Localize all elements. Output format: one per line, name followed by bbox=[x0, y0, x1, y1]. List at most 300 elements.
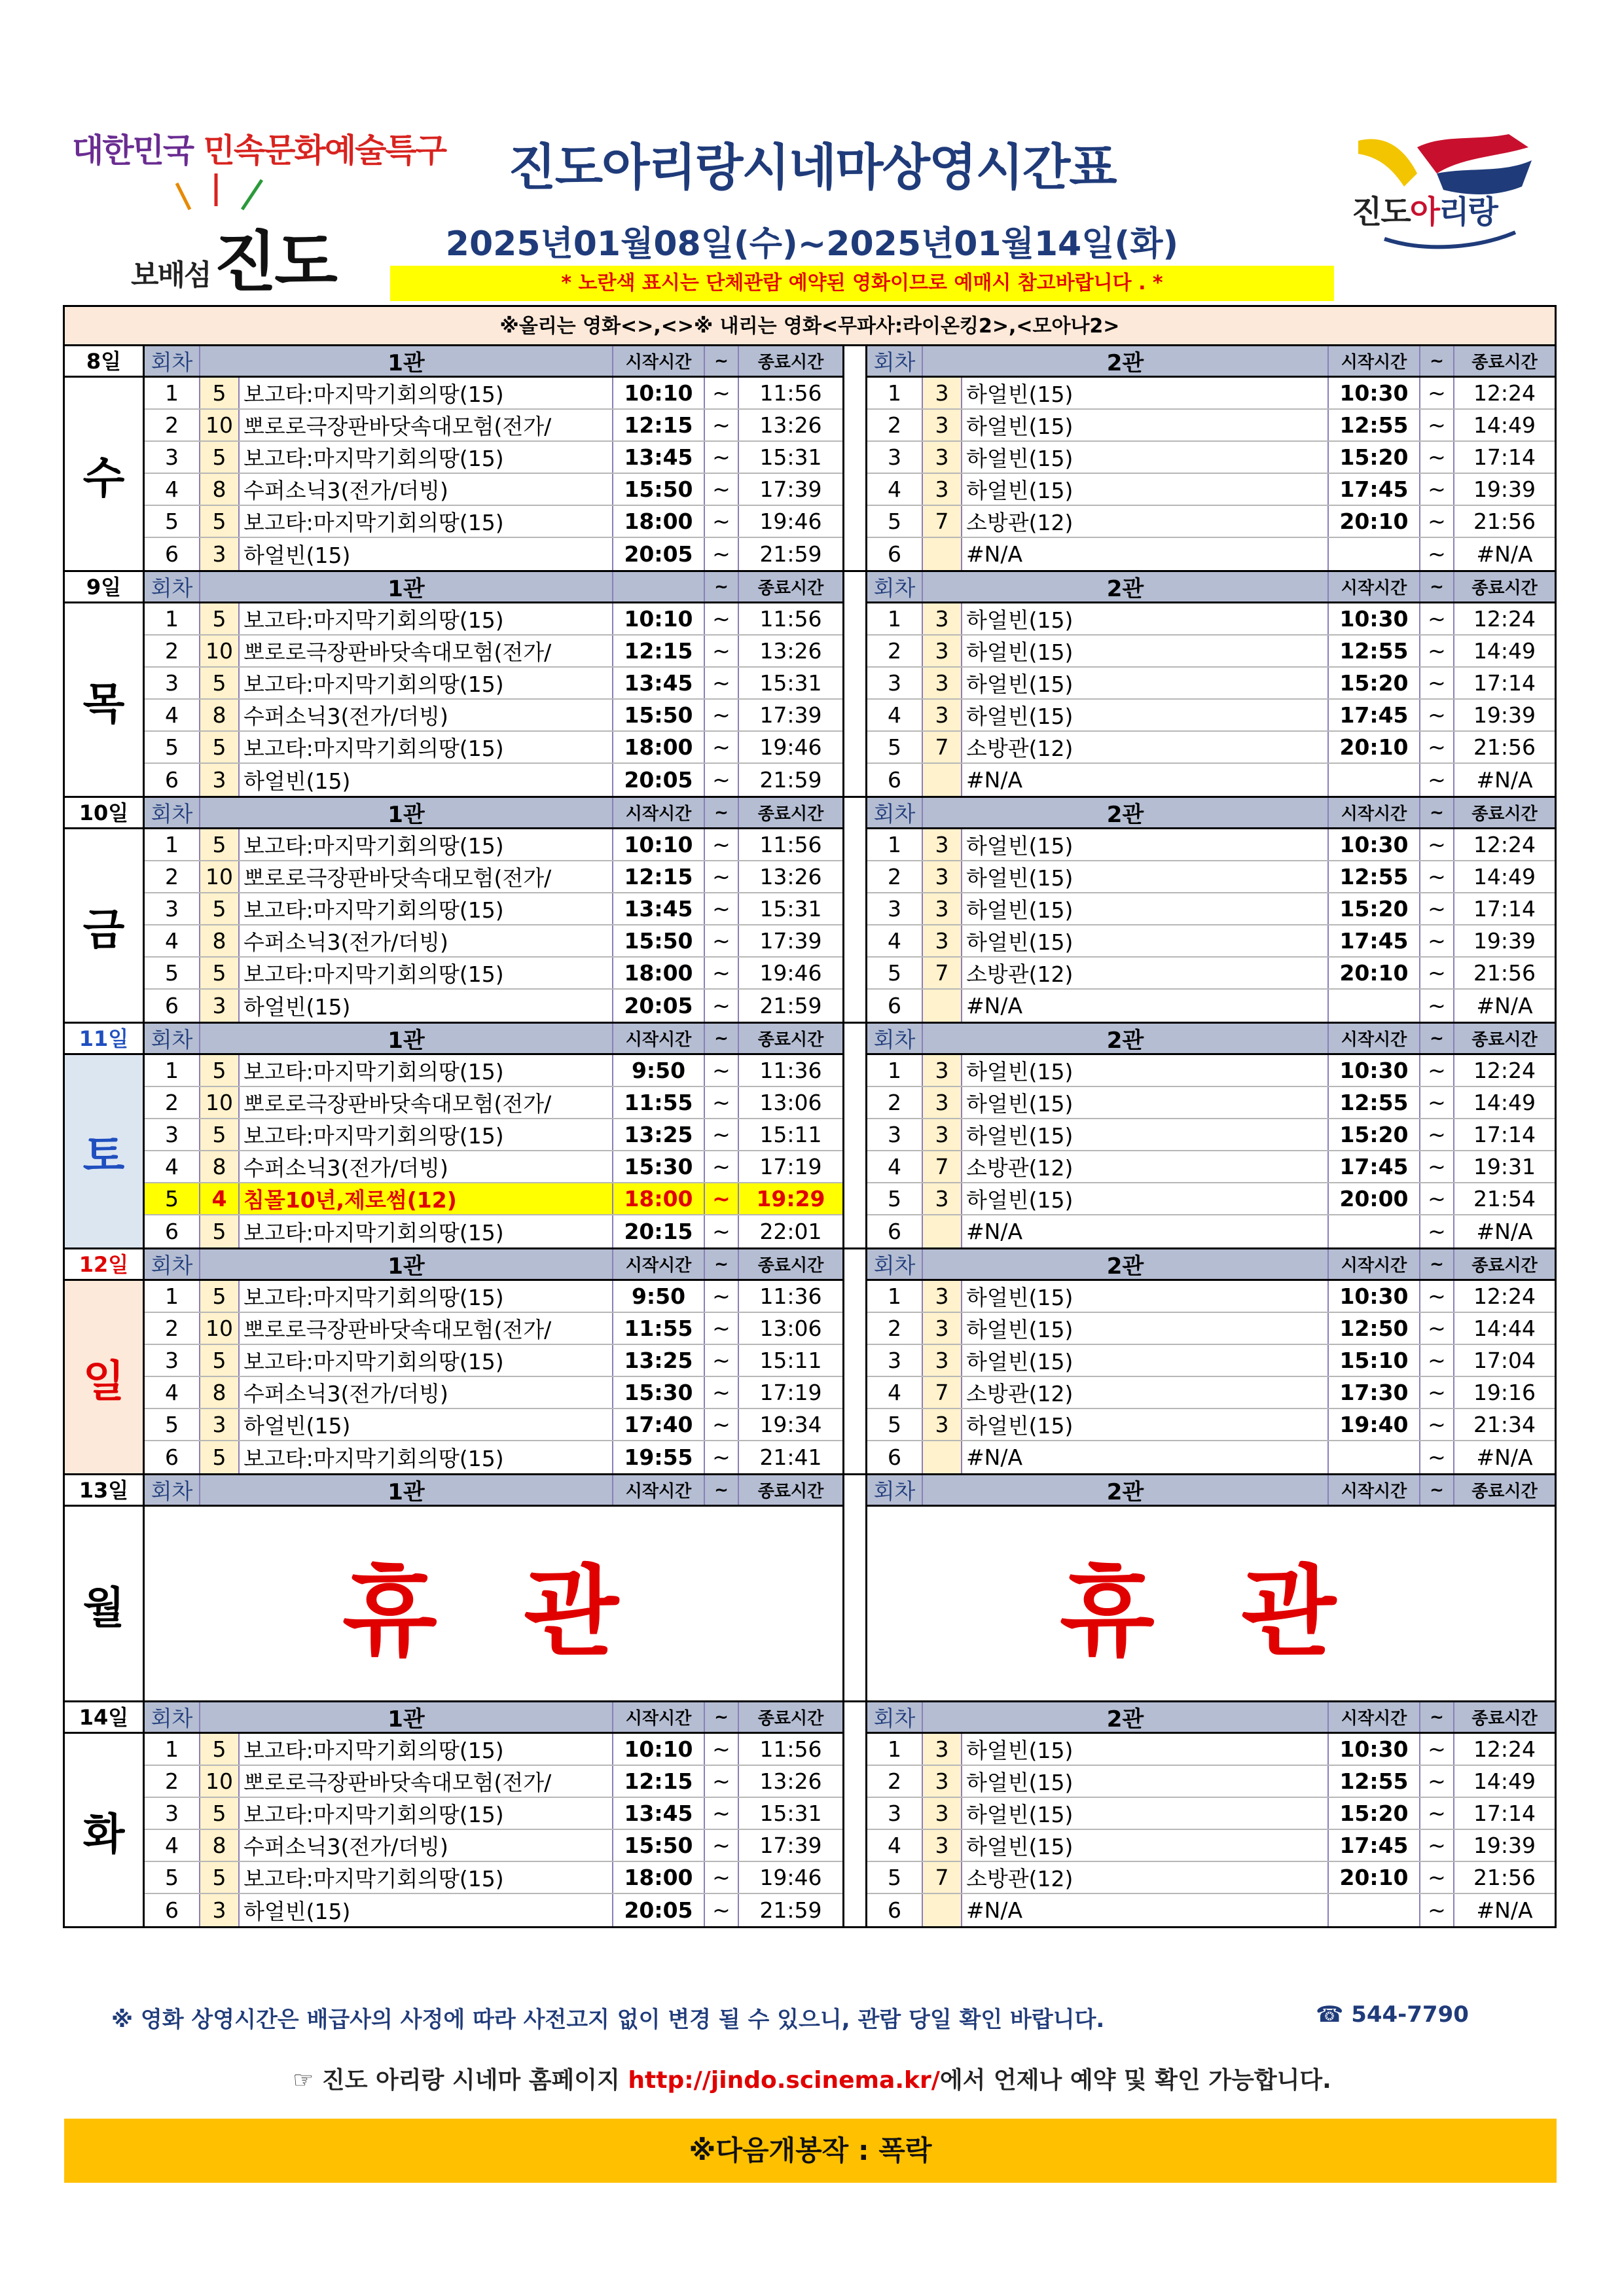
round-number: 5 bbox=[145, 958, 200, 988]
start-time: 17:45 bbox=[1329, 700, 1420, 730]
hall-header-row bbox=[867, 572, 1555, 603]
showtime-row bbox=[867, 990, 1555, 1022]
showtime-row bbox=[867, 668, 1555, 700]
hall-2 bbox=[867, 1475, 1555, 1700]
end-time: #N/A bbox=[1476, 767, 1533, 793]
tilde: ~ bbox=[1420, 1055, 1454, 1086]
end-time: 19:46 bbox=[759, 1865, 822, 1890]
tilde: ~ bbox=[1420, 668, 1454, 698]
tilde: ~ bbox=[705, 732, 739, 762]
week-count bbox=[923, 990, 962, 1022]
showtime-row bbox=[867, 829, 1555, 861]
homepage-suffix: 에서 언제나 예약 및 확인 가능합니다. bbox=[939, 2067, 1331, 2094]
round-number: 4 bbox=[867, 1830, 923, 1861]
start-time-header: 시작시간 bbox=[613, 1475, 705, 1505]
movie-title: 보고타:마지막기회의땅(15) bbox=[240, 1798, 613, 1829]
end-time: 13:26 bbox=[759, 638, 822, 664]
showtime-row bbox=[867, 1055, 1555, 1087]
round-number: 3 bbox=[867, 1345, 923, 1376]
day-date-label: 14일 bbox=[65, 1702, 143, 1734]
round-number: 6 bbox=[145, 1215, 200, 1247]
day-block bbox=[65, 346, 1555, 572]
showtime-row bbox=[867, 1183, 1555, 1215]
week-count: 3 bbox=[923, 442, 962, 473]
movie-title: 하얼빈(15) bbox=[962, 474, 1329, 505]
end-time: 21:59 bbox=[759, 541, 822, 567]
start-time: 17:30 bbox=[1329, 1377, 1420, 1408]
round-number: 2 bbox=[867, 410, 923, 440]
start-time: 17:45 bbox=[1329, 925, 1420, 956]
movie-title: #N/A bbox=[962, 1441, 1329, 1473]
round-number: 5 bbox=[145, 506, 200, 537]
week-count: 3 bbox=[923, 636, 962, 666]
logo-text-special-zone: 민속문화예술특구 bbox=[203, 132, 446, 170]
end-time: 12:24 bbox=[1473, 1736, 1536, 1762]
start-time: 13:45 bbox=[613, 442, 705, 473]
showtime-row bbox=[145, 1862, 842, 1894]
end-time: 17:39 bbox=[759, 1833, 822, 1858]
hall-separator bbox=[842, 1475, 867, 1700]
start-time: 12:15 bbox=[613, 861, 705, 892]
start-time: 13:25 bbox=[613, 1119, 705, 1150]
end-time: #N/A bbox=[1476, 1897, 1533, 1923]
hall-1 bbox=[145, 1702, 842, 1926]
round-number: 3 bbox=[867, 893, 923, 924]
round-number: 6 bbox=[867, 764, 923, 796]
tilde-header: ~ bbox=[1420, 1475, 1454, 1505]
round-number: 6 bbox=[867, 990, 923, 1022]
hall-name: 2관 bbox=[923, 1475, 1329, 1505]
end-time-header: 종료시간 bbox=[757, 804, 824, 824]
showtime-row bbox=[145, 538, 842, 570]
week-count: 3 bbox=[923, 1830, 962, 1861]
round-number: 4 bbox=[867, 925, 923, 956]
end-time-header: 종료시간 bbox=[757, 1030, 824, 1050]
end-time: 14:49 bbox=[1473, 864, 1536, 889]
end-time: 15:31 bbox=[759, 896, 822, 922]
end-time: 12:24 bbox=[1473, 606, 1536, 632]
tilde: ~ bbox=[1420, 1409, 1454, 1440]
end-time-header: 종료시간 bbox=[1471, 1030, 1538, 1050]
start-time: 12:15 bbox=[613, 410, 705, 440]
tilde-header: ~ bbox=[705, 1702, 739, 1732]
week-count: 3 bbox=[923, 1055, 962, 1086]
showtime-row bbox=[145, 990, 842, 1022]
round-number: 3 bbox=[145, 442, 200, 473]
homepage-link[interactable]: http://jindo.scinema.kr/ bbox=[628, 2067, 940, 2094]
movie-title: 보고타:마지막기회의땅(15) bbox=[240, 1119, 613, 1150]
logo-text-korea: 대한민국 bbox=[72, 132, 194, 170]
start-time: 18:00 bbox=[613, 958, 705, 988]
start-time: 20:10 bbox=[1329, 1862, 1420, 1893]
round-number: 6 bbox=[867, 1215, 923, 1247]
logo-right bbox=[1345, 128, 1542, 265]
tilde-header: ~ bbox=[1420, 346, 1454, 376]
tilde-header: ~ bbox=[1420, 1024, 1454, 1053]
start-time-header bbox=[613, 572, 705, 601]
week-count: 10 bbox=[200, 636, 240, 666]
start-time-header: 시작시간 bbox=[1329, 572, 1420, 601]
start-time-header: 시작시간 bbox=[1329, 798, 1420, 827]
showtime-row bbox=[867, 1830, 1555, 1862]
tilde: ~ bbox=[1420, 1798, 1454, 1829]
week-count: 3 bbox=[923, 1119, 962, 1150]
logo-right-text bbox=[1352, 187, 1497, 232]
movie-title: 하얼빈(15) bbox=[962, 1345, 1329, 1376]
showtime-row bbox=[145, 861, 842, 893]
movie-title: 보고타:마지막기회의땅(15) bbox=[240, 732, 613, 762]
hall-2 bbox=[867, 1249, 1555, 1473]
movie-title: 수퍼소닉3(전가/더빙) bbox=[240, 1830, 613, 1861]
week-count: 3 bbox=[923, 829, 962, 860]
hall-header-row bbox=[867, 1475, 1555, 1507]
tilde: ~ bbox=[1420, 636, 1454, 666]
tilde: ~ bbox=[1420, 474, 1454, 505]
showtime-row bbox=[145, 1087, 842, 1119]
end-time: 21:56 bbox=[1473, 509, 1536, 534]
round-number: 1 bbox=[145, 1055, 200, 1086]
end-time: 11:56 bbox=[759, 380, 822, 406]
round-number: 5 bbox=[145, 732, 200, 762]
hall-name: 2관 bbox=[923, 346, 1329, 376]
round-number: 4 bbox=[867, 1377, 923, 1408]
end-time: #N/A bbox=[1476, 1219, 1533, 1244]
round-number: 1 bbox=[867, 1734, 923, 1765]
showtime-row bbox=[867, 1151, 1555, 1183]
start-time: 20:10 bbox=[1329, 506, 1420, 537]
hall-separator bbox=[842, 1249, 867, 1473]
week-count: 3 bbox=[923, 925, 962, 956]
release-banner: ※올리는 영화<>,<>※ 내리는 영화<무파사:라이온킹2>,<모아나2> bbox=[65, 307, 1555, 346]
tilde: ~ bbox=[705, 700, 739, 730]
hall-header-row bbox=[867, 1249, 1555, 1281]
end-time: 15:11 bbox=[759, 1122, 822, 1147]
week-count: 3 bbox=[923, 1313, 962, 1344]
tilde: ~ bbox=[705, 442, 739, 473]
showtime-row bbox=[867, 893, 1555, 925]
start-time: 18:00 bbox=[613, 1183, 705, 1214]
showtime-row bbox=[867, 538, 1555, 570]
start-time: 9:50 bbox=[613, 1281, 705, 1312]
day-weekday: 금 bbox=[82, 904, 125, 955]
end-time: 12:24 bbox=[1473, 832, 1536, 857]
hall-name: 2관 bbox=[923, 798, 1329, 827]
end-time: 21:59 bbox=[759, 767, 822, 793]
end-time: 11:56 bbox=[759, 832, 822, 857]
end-time-header: 종료시간 bbox=[1471, 353, 1538, 372]
showtime-row bbox=[145, 506, 842, 538]
tilde-header: ~ bbox=[705, 1249, 739, 1279]
start-time: 20:05 bbox=[613, 990, 705, 1022]
end-time: 21:56 bbox=[1473, 1865, 1536, 1890]
round-number: 2 bbox=[145, 410, 200, 440]
start-time: 15:50 bbox=[613, 925, 705, 956]
tilde: ~ bbox=[705, 990, 739, 1022]
end-time: 14:49 bbox=[1473, 1768, 1536, 1794]
start-time bbox=[1329, 990, 1420, 1022]
week-count: 10 bbox=[200, 861, 240, 892]
end-time: 17:39 bbox=[759, 702, 822, 728]
start-time: 17:45 bbox=[1329, 1151, 1420, 1182]
showtime-row bbox=[867, 1215, 1555, 1247]
end-time-header: 종료시간 bbox=[1471, 804, 1538, 824]
start-time: 12:55 bbox=[1329, 1766, 1420, 1797]
round-number: 1 bbox=[145, 829, 200, 860]
start-time: 20:10 bbox=[1329, 958, 1420, 988]
showtime-row bbox=[145, 1798, 842, 1830]
round-number: 2 bbox=[145, 1766, 200, 1797]
round-number: 6 bbox=[867, 1894, 923, 1926]
showtime-row bbox=[145, 1894, 842, 1926]
showtime-row bbox=[145, 378, 842, 410]
week-count bbox=[923, 1894, 962, 1926]
end-time-header: 종료시간 bbox=[757, 1256, 824, 1276]
movie-title: 보고타:마지막기회의땅(15) bbox=[240, 378, 613, 408]
date-range: 2025년01월08일(수)~2025년01월14일(화) bbox=[445, 224, 1179, 264]
movie-title: 하얼빈(15) bbox=[240, 764, 613, 796]
start-time-header: 시작시간 bbox=[613, 1024, 705, 1053]
movie-title: 소방관(12) bbox=[962, 732, 1329, 762]
day-left-column bbox=[65, 346, 145, 570]
end-time: 19:39 bbox=[1473, 1833, 1536, 1858]
week-count: 3 bbox=[200, 538, 240, 570]
start-time: 15:50 bbox=[613, 700, 705, 730]
tilde: ~ bbox=[705, 1215, 739, 1247]
tilde: ~ bbox=[1420, 764, 1454, 796]
week-count: 5 bbox=[200, 893, 240, 924]
end-time: 11:56 bbox=[759, 1736, 822, 1762]
week-count bbox=[923, 538, 962, 570]
end-time: 21:54 bbox=[1473, 1186, 1536, 1211]
start-time: 20:05 bbox=[613, 538, 705, 570]
end-time: 13:26 bbox=[759, 864, 822, 889]
end-time: 15:31 bbox=[759, 1801, 822, 1826]
round-number: 4 bbox=[145, 474, 200, 505]
schedule-change-note: ※ 영화 상영시간은 배급사의 사정에 따라 사전고지 없이 변경 될 수 있으니, 관람 당일 확인 바랍니다. bbox=[111, 2007, 1105, 2033]
round-number: 2 bbox=[867, 1087, 923, 1118]
tilde: ~ bbox=[1420, 1119, 1454, 1150]
showtime-row bbox=[867, 1409, 1555, 1441]
end-time: 11:36 bbox=[759, 1058, 822, 1083]
hall-header-row bbox=[145, 346, 842, 378]
hall-name: 2관 bbox=[923, 1249, 1329, 1279]
end-time-header: 종료시간 bbox=[757, 1482, 824, 1501]
round-header: 회차 bbox=[145, 346, 200, 376]
movie-title: 하얼빈(15) bbox=[962, 1798, 1329, 1829]
start-time: 10:30 bbox=[1329, 829, 1420, 860]
day-date-label: 11일 bbox=[65, 1024, 143, 1055]
hall-header-row bbox=[145, 1702, 842, 1734]
tilde: ~ bbox=[705, 1894, 739, 1926]
week-count: 3 bbox=[200, 1894, 240, 1926]
logo-text-jindo: 진도 bbox=[213, 224, 335, 300]
tilde: ~ bbox=[705, 1087, 739, 1118]
start-time: 20:00 bbox=[1329, 1183, 1420, 1214]
start-time: 20:05 bbox=[613, 764, 705, 796]
movie-title: 하얼빈(15) bbox=[962, 1830, 1329, 1861]
hall-header-row bbox=[145, 1475, 842, 1507]
movie-title: 하얼빈(15) bbox=[962, 1087, 1329, 1118]
start-time: 15:20 bbox=[1329, 893, 1420, 924]
end-time: 13:06 bbox=[759, 1090, 822, 1115]
tilde-header: ~ bbox=[705, 572, 739, 601]
tilde: ~ bbox=[705, 668, 739, 698]
week-count: 4 bbox=[200, 1183, 240, 1214]
hall-header-row bbox=[145, 572, 842, 603]
start-time: 15:20 bbox=[1329, 1119, 1420, 1150]
start-time: 13:45 bbox=[613, 1798, 705, 1829]
week-count: 5 bbox=[200, 829, 240, 860]
homepage-prefix: ☞ 진도 아리랑 시네마 홈페이지 bbox=[293, 2067, 628, 2094]
tilde: ~ bbox=[705, 1830, 739, 1861]
end-time: 13:26 bbox=[759, 412, 822, 438]
tilde: ~ bbox=[1420, 538, 1454, 570]
showtime-row bbox=[145, 1409, 842, 1441]
end-time-header: 종료시간 bbox=[1471, 1709, 1538, 1729]
week-count: 3 bbox=[923, 1798, 962, 1829]
tilde: ~ bbox=[1420, 925, 1454, 956]
start-time: 15:20 bbox=[1329, 668, 1420, 698]
week-count: 8 bbox=[200, 1151, 240, 1182]
day-date-label: 10일 bbox=[65, 798, 143, 829]
day-block bbox=[65, 1702, 1555, 1926]
movie-title: 하얼빈(15) bbox=[962, 925, 1329, 956]
round-number: 4 bbox=[145, 925, 200, 956]
round-header: 회차 bbox=[867, 572, 923, 601]
movie-title: #N/A bbox=[962, 990, 1329, 1022]
showtime-row bbox=[867, 1377, 1555, 1409]
hall-name: 1관 bbox=[200, 798, 613, 827]
movie-title: 뽀로로극장판바닷속대모험(전가/ bbox=[240, 410, 613, 440]
round-number: 3 bbox=[145, 1798, 200, 1829]
start-time: 9:50 bbox=[613, 1055, 705, 1086]
showtime-row bbox=[145, 829, 842, 861]
hall-separator bbox=[842, 798, 867, 1022]
week-count: 7 bbox=[923, 958, 962, 988]
hall-header-row bbox=[145, 1024, 842, 1055]
tilde: ~ bbox=[705, 925, 739, 956]
day-weekday: 일 bbox=[82, 1355, 125, 1407]
showtime-row bbox=[867, 1734, 1555, 1766]
showtime-row bbox=[145, 1734, 842, 1766]
week-count: 10 bbox=[200, 1087, 240, 1118]
week-count: 5 bbox=[200, 1345, 240, 1376]
showtime-row bbox=[145, 1766, 842, 1798]
hall-2 bbox=[867, 1702, 1555, 1926]
showtime-row bbox=[867, 958, 1555, 990]
round-number: 4 bbox=[867, 700, 923, 730]
showtime-row bbox=[867, 378, 1555, 410]
week-count: 3 bbox=[923, 1345, 962, 1376]
showtime-row bbox=[145, 1215, 842, 1247]
tilde: ~ bbox=[705, 1119, 739, 1150]
day-weekday: 월 bbox=[82, 1582, 125, 1633]
end-time: 17:14 bbox=[1473, 1801, 1536, 1826]
round-number: 1 bbox=[145, 378, 200, 408]
start-time-header: 시작시간 bbox=[1329, 1024, 1420, 1053]
start-time: 10:30 bbox=[1329, 1734, 1420, 1765]
round-header: 회차 bbox=[145, 1249, 200, 1279]
end-time: 19:29 bbox=[756, 1186, 825, 1211]
start-time: 10:30 bbox=[1329, 603, 1420, 634]
week-count: 8 bbox=[200, 1377, 240, 1408]
week-count bbox=[923, 764, 962, 796]
hall-separator bbox=[842, 572, 867, 796]
logo-right-jindo: 진도 bbox=[1352, 194, 1410, 230]
showtime-row bbox=[867, 474, 1555, 506]
hall-2 bbox=[867, 798, 1555, 1022]
hall-header-row bbox=[867, 1024, 1555, 1055]
hall-1 bbox=[145, 572, 842, 796]
showtime-row bbox=[145, 958, 842, 990]
showtime-row bbox=[867, 1087, 1555, 1119]
showtime-row bbox=[867, 506, 1555, 538]
hall-separator bbox=[842, 1024, 867, 1247]
round-number: 4 bbox=[145, 1151, 200, 1182]
tilde: ~ bbox=[1420, 861, 1454, 892]
day-block bbox=[65, 798, 1555, 1024]
hall-name: 2관 bbox=[923, 1024, 1329, 1053]
tilde: ~ bbox=[705, 1313, 739, 1344]
showtime-row bbox=[145, 636, 842, 668]
round-header: 회차 bbox=[867, 798, 923, 827]
page-title: 진도아리랑시네마상영시간표 bbox=[508, 138, 1116, 196]
end-time: 12:24 bbox=[1473, 380, 1536, 406]
start-time-header: 시작시간 bbox=[613, 798, 705, 827]
end-time: 13:26 bbox=[759, 1768, 822, 1794]
week-count: 5 bbox=[200, 1734, 240, 1765]
start-time: 12:55 bbox=[1329, 861, 1420, 892]
tilde: ~ bbox=[1420, 1441, 1454, 1473]
hall-1 bbox=[145, 1249, 842, 1473]
week-count: 7 bbox=[923, 1862, 962, 1893]
day-left-column bbox=[65, 1249, 145, 1473]
hall-header-row bbox=[145, 798, 842, 829]
round-number: 5 bbox=[867, 506, 923, 537]
movie-title: 소방관(12) bbox=[962, 1151, 1329, 1182]
end-time: 17:14 bbox=[1473, 670, 1536, 696]
start-time: 18:00 bbox=[613, 506, 705, 537]
round-number: 3 bbox=[867, 668, 923, 698]
movie-title: 하얼빈(15) bbox=[240, 990, 613, 1022]
hall-1 bbox=[145, 798, 842, 1022]
day-left-column bbox=[65, 798, 145, 1022]
end-time: 17:39 bbox=[759, 476, 822, 502]
movie-title: 하얼빈(15) bbox=[962, 442, 1329, 473]
showtime-row bbox=[867, 1119, 1555, 1151]
hall-name: 1관 bbox=[200, 346, 613, 376]
movie-title: 하얼빈(15) bbox=[962, 378, 1329, 408]
closed-notice: 휴 관 bbox=[342, 1556, 645, 1670]
round-number: 3 bbox=[867, 1119, 923, 1150]
movie-title: 하얼빈(15) bbox=[962, 668, 1329, 698]
end-time: 17:14 bbox=[1473, 896, 1536, 922]
tilde: ~ bbox=[705, 1798, 739, 1829]
movie-title: 침몰10년,제로썸(12) bbox=[240, 1183, 613, 1214]
start-time-header: 시작시간 bbox=[613, 1249, 705, 1279]
round-header: 회차 bbox=[145, 572, 200, 601]
start-time: 12:15 bbox=[613, 1766, 705, 1797]
start-time: 15:20 bbox=[1329, 442, 1420, 473]
showtime-row bbox=[145, 474, 842, 506]
tilde: ~ bbox=[705, 1441, 739, 1473]
showtime-row bbox=[145, 1345, 842, 1377]
week-count: 8 bbox=[200, 474, 240, 505]
start-time: 20:10 bbox=[1329, 732, 1420, 762]
start-time bbox=[1329, 1894, 1420, 1926]
hall-name: 1관 bbox=[200, 572, 613, 601]
week-count: 3 bbox=[923, 603, 962, 634]
